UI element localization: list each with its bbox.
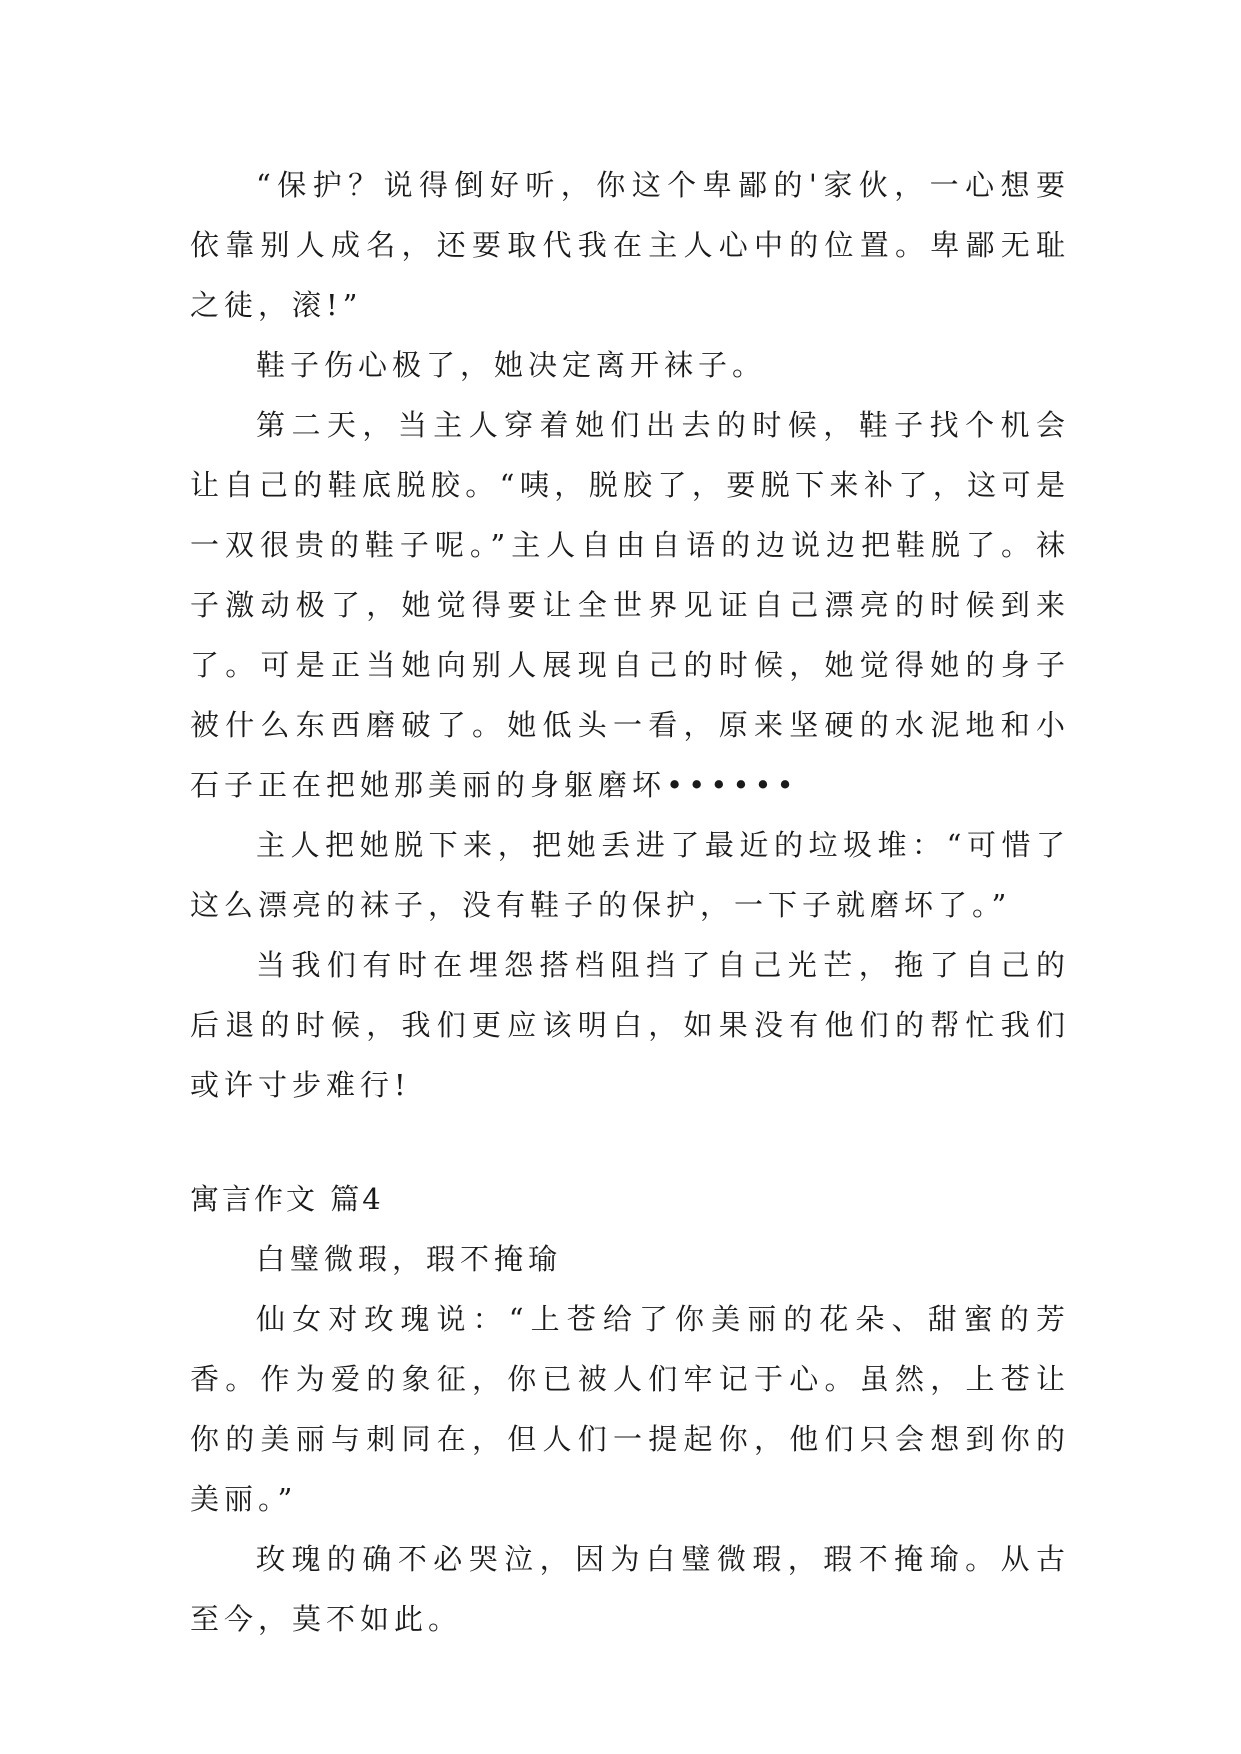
paragraph: 玫瑰的确不必哭泣，因为白璧微瑕，瑕不掩瑜。从古至今，莫不如此。	[190, 1542, 1070, 1636]
paragraph: 鞋子伤心极了，她决定离开袜子。	[256, 348, 767, 382]
paragraph: 主人把她脱下来，把她丢进了最近的垃圾堆：“可惜了这么漂亮的袜子，没有鞋子的保护，一下子就磨坏了。”	[190, 828, 1070, 922]
paragraph: 仙女对玫瑰说：“上苍给了你美丽的花朵、甜蜜的芳香。作为爱的象征，你已被人们牢记于心。虽然，上苍让你的美丽与刺同在，但人们一提起你，他们只会想到你的美丽。”	[190, 1302, 1070, 1516]
paragraph: 第二天，当主人穿着她们出去的时候，鞋子找个机会让自己的鞋底脱胶。“咦，脱胶了，要脱下来补了，这可是一双很贵的鞋子呢。”主人自由自语的边说边把鞋脱了。袜子激动极了，她觉得要让全世界见证自己漂亮的时候到来了。可是正当她向别人展现自己的时候，她觉得她的身子被什么东西磨破了。她低头一看，原来坚硬的水泥地和小石子正在把她那美丽的身躯磨坏••••••	[190, 408, 1070, 802]
document-body	[190, 155, 1070, 1649]
section-subtitle: 白璧微瑕，瑕不掩瑜	[256, 1242, 563, 1276]
paragraph: 当我们有时在埋怨搭档阻挡了自己光芒，拖了自己的后退的时候，我们更应该明白，如果没有他们的帮忙我们或许寸步难行!	[190, 948, 1070, 1102]
paragraph: “保护？说得倒好听，你这个卑鄙的'家伙，一心想要依靠别人成名，还要取代我在主人心中的位置。卑鄙无耻之徒，滚!”	[190, 168, 1070, 322]
section-title: 寓言作文 篇4	[190, 1182, 384, 1216]
